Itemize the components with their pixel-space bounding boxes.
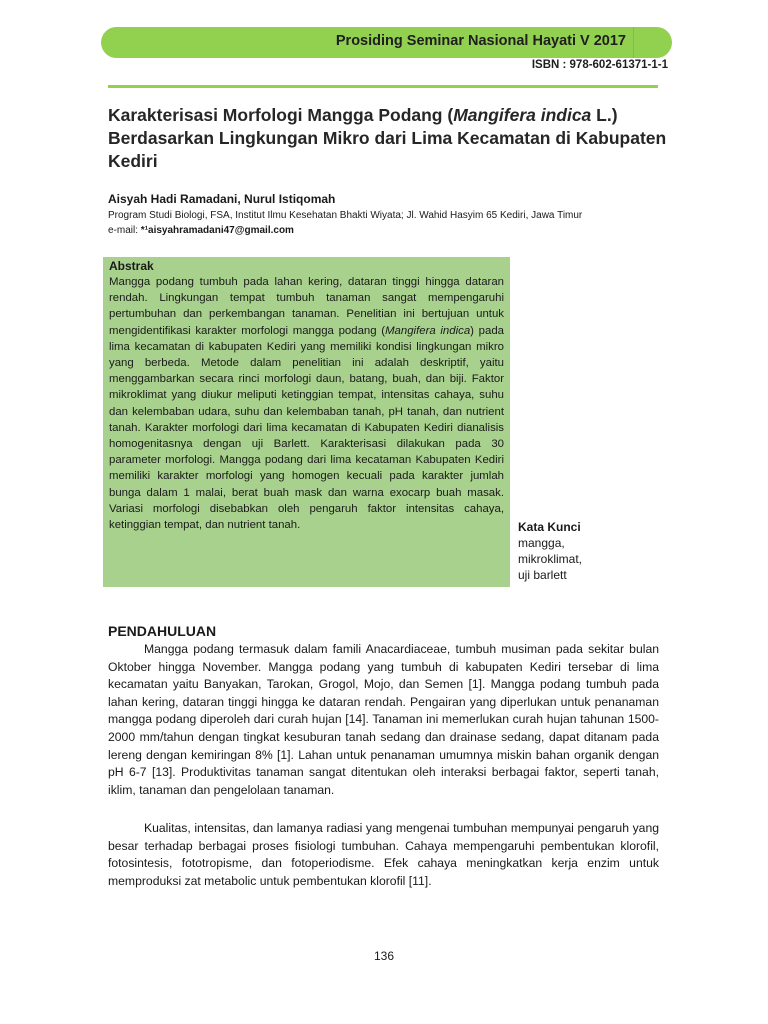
paper-title: Karakterisasi Morfologi Mangga Podang (Mangifera indica L.) Berdasarkan Lingkungan Mikro dari Lima Kecamatan di Kabupaten Kediri: [108, 105, 667, 171]
header-bar-cap: [633, 27, 672, 58]
section-heading: PENDAHULUAN: [108, 623, 217, 639]
keywords-box: [518, 519, 668, 583]
email-address: *¹aisyahramadani47@gmail.com: [140, 225, 294, 236]
keyword-item: mikroklimat,: [518, 552, 583, 566]
abstract-text: Mangga podang tumbuh pada lahan kering, dataran tinggi hingga dataran rendah. Lingkungan tempat tumbuh tanaman sangat mempengaruhi pertumbuhan dan perkembangan tanaman. Penelitian ini bertujuan untuk mengidentifikasi karakter morfologi mangga podang (Mangifera indica) pada lima kecamatan di kabupaten Kediri yang memiliki kondisi lingkungan mikro yang berbeda. Metode dalam penelitian ini adalah deskriptif, yaitu menggambarkan secara rinci morfologi daun, batang, buah, dan biji. Faktor mikroklimat yang diukur meliputi ketinggian tempat, intensitas cahaya, suhu dan kelembaban udara, suhu dan kelembaban tanah, pH tanah, dan nutrient tanah. Karakter morfologi dari lima kecamatan di Kabupaten Kediri dianalisis homogenitasnya dengan uji Barlett. Karakterisasi dilakukan pada 30 parameter morfologi. Mangga podang dari lima kecataman Kabupaten Kediri memiliki karakter morfologi yang homogen kecuali pada karakter jumlah bunga dalam 1 malai, berat buah mask dan warna exocarp buah masak. Variasi morfologi disebabkan oleh pengaruh faktor intensitas cahaya, ketinggian tempat, dan nutrient tanah.: [109, 276, 504, 532]
abstract-heading: Abstrak: [109, 259, 154, 273]
header-rule: [108, 85, 658, 88]
isbn: ISBN : 978-602-61371-1-1: [531, 59, 668, 71]
journal-title: Prosiding Seminar Nasional Hayati V 2017: [335, 33, 626, 49]
abstract-box: [103, 257, 510, 587]
keywords-heading: Kata Kunci: [518, 520, 581, 534]
body-paragraph: Kualitas, intensitas, dan lamanya radiasi yang mengenai tumbuhan mempunyai pengaruh yang besar terhadap berbagai proses fisiologi tumbuhan. Cahaya mempengaruhi pembentukan klorofil, fotosintesis, fototropisme, dan fotoperiodisme. Efek cahaya meningkatkan kerja enzim untuk memproduksi zat metabolic untuk pembentukan klorofil [11].: [108, 821, 659, 888]
affiliation: Program Studi Biologi, FSA, Institut Ilmu Kesehatan Bhakti Wiyata; Jl. Wahid Hasyim 65 Kediri, Jawa Timur: [108, 210, 583, 221]
journal-header-bar: [101, 27, 672, 58]
email-line: e-mail: *¹aisyahramadani47@gmail.com: [108, 225, 294, 236]
authors: Aisyah Hadi Ramadani, Nurul Istiqomah: [108, 192, 336, 206]
page-number: 136: [373, 949, 395, 963]
body-paragraph: Mangga podang termasuk dalam famili Anacardiaceae, tumbuh musiman pada sekitar bulan Oktober hingga November. Mangga podang yang tumbuh di kabupaten Kediri tersebar di lima kecamatan yaitu Banyakan, Tarokan, Grogol, Mojo, dan Semen [1]. Mangga podang tumbuh pada lahan kering, dataran tinggi hingga ke dataran rendah. Pengairan yang diperlukan untuk penanaman mangga podang diperoleh dari curah hujan [14]. Tanaman ini memerlukan curah hujan tahunan 1500-2000 mm/tahun dengan tingkat kesuburan tanah sedang dan drainase sedang, dapat ditanam pada lereng dengan kemiringan 8% [1]. Lahan untuk penanaman umumnya miskin bahan organik dengan pH 6-7 [13]. Produktivitas tanaman sangat ditentukan oleh interaksi berbagai faktor, seperti tanah, iklim, tanaman dan pengelolaan tanaman.: [108, 642, 659, 797]
keyword-item: uji barlett: [518, 568, 567, 582]
keyword-item: mangga,: [518, 536, 565, 550]
